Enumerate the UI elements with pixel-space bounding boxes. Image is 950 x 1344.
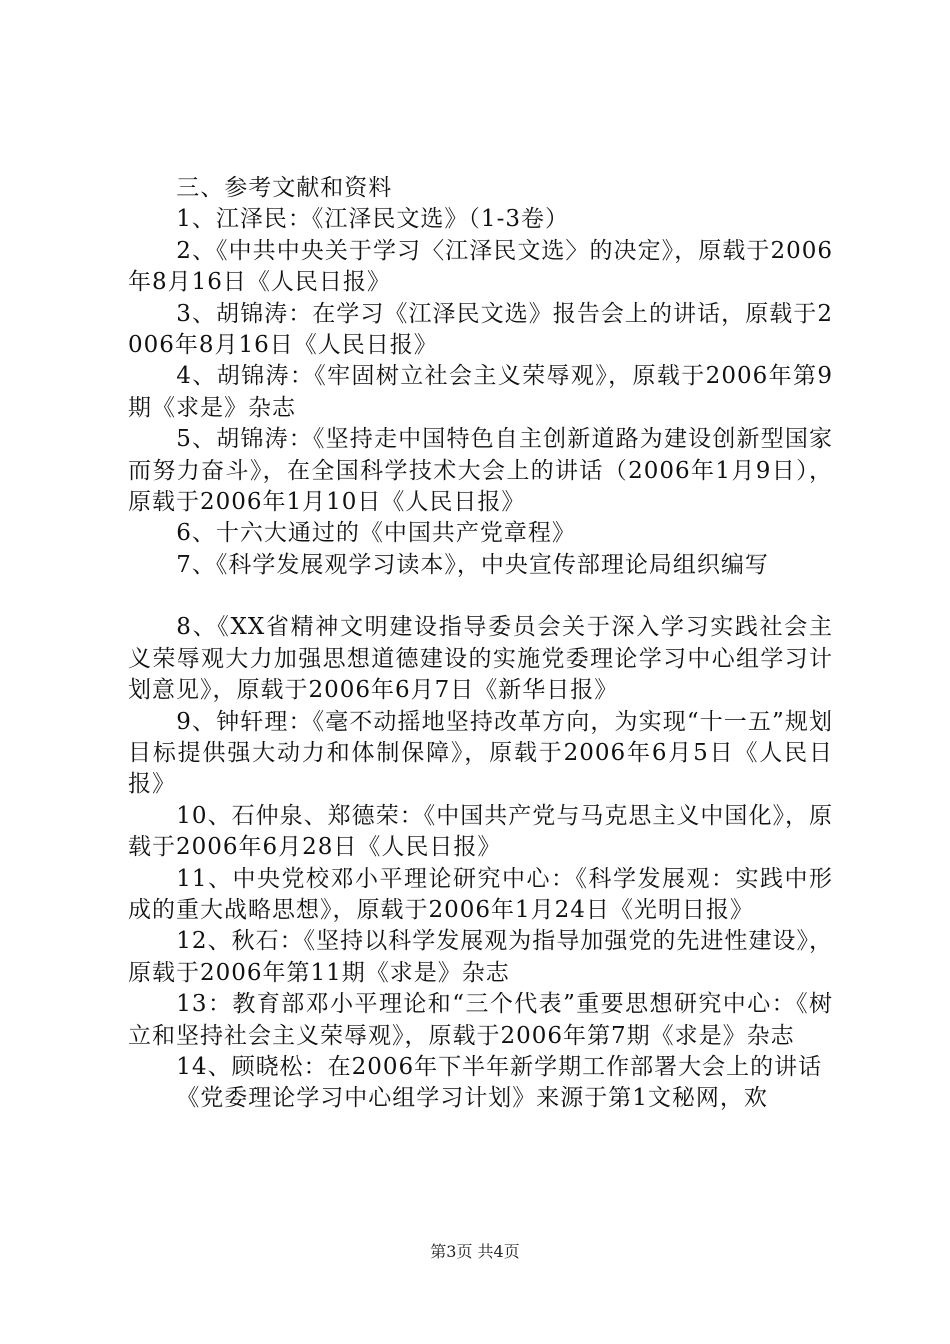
reference-item: 1、江泽民：《江泽民文选》（1-3卷） <box>176 206 569 233</box>
closing-line: 《党委理论学习中心组学习计划》来源于第1文秘网，欢 <box>176 1085 768 1112</box>
document-body <box>128 173 833 1115</box>
reference-item: 8、《XX省精神文明建设指导委员会关于深入学习实践社会主义荣辱观大力加强思想道德建设的实施党委理论学习中心组学习计划意见》，原载于2006年6月7日《新华日报》 <box>128 614 833 704</box>
reference-item: 12、秋石：《坚持以科学发展观为指导加强党的先进性建设》，原载于2006年第11期《求是》杂志 <box>128 928 833 986</box>
section-heading: 三、参考文献和资料 <box>176 175 393 201</box>
reference-item: 4、胡锦涛：《牢固树立社会主义荣辱观》，原载于2006年第9期《求是》杂志 <box>128 363 833 421</box>
reference-item: 13：教育部邓小平理论和“三个代表”重要思想研究中心：《树立和坚持社会主义荣辱观》，原载于2006年第7期《求是》杂志 <box>128 991 833 1049</box>
reference-item: 10、石仲泉、郑德荣：《中国共产党与马克思主义中国化》，原载于2006年6月28日《人民日报》 <box>128 802 833 861</box>
reference-item: 2、《中共中央关于学习〈江泽民文选〉的决定》，原载于2006年8月16日《人民日报》 <box>128 237 833 296</box>
reference-item: 7、《科学发展观学习读本》，中央宣传部理论局组织编写 <box>176 551 769 578</box>
reference-item: 6、十六大通过的《中国共产党章程》 <box>176 520 576 547</box>
reference-item: 14、顾晓松：在2006年下半年新学期工作部署大会上的讲话 <box>176 1053 823 1080</box>
reference-item: 11、中央党校邓小平理论研究中心：《科学发展观：实践中形成的重大战略思想》，原载于2006年1月24日《光明日报》 <box>128 865 833 923</box>
reference-item: 3、胡锦涛：在学习《江泽民文选》报告会上的讲话，原载于2006年8月16日《人民日报》 <box>128 300 833 359</box>
paragraph-gap <box>128 581 833 612</box>
reference-item: 9、钟轩理：《毫不动摇地坚持改革方向，为实现“十一五”规划目标提供强大动力和体制保障》，原载于2006年6月5日《人民日报》 <box>128 708 833 798</box>
page-number-footer: 第3页 共4页 <box>430 1242 520 1261</box>
reference-item: 5、胡锦涛：《坚持走中国特色自主创新道路为建设创新型国家而努力奋斗》，在全国科学技术大会上的讲话（2006年1月9日），原载于2006年1月10日《人民日报》 <box>128 426 833 516</box>
